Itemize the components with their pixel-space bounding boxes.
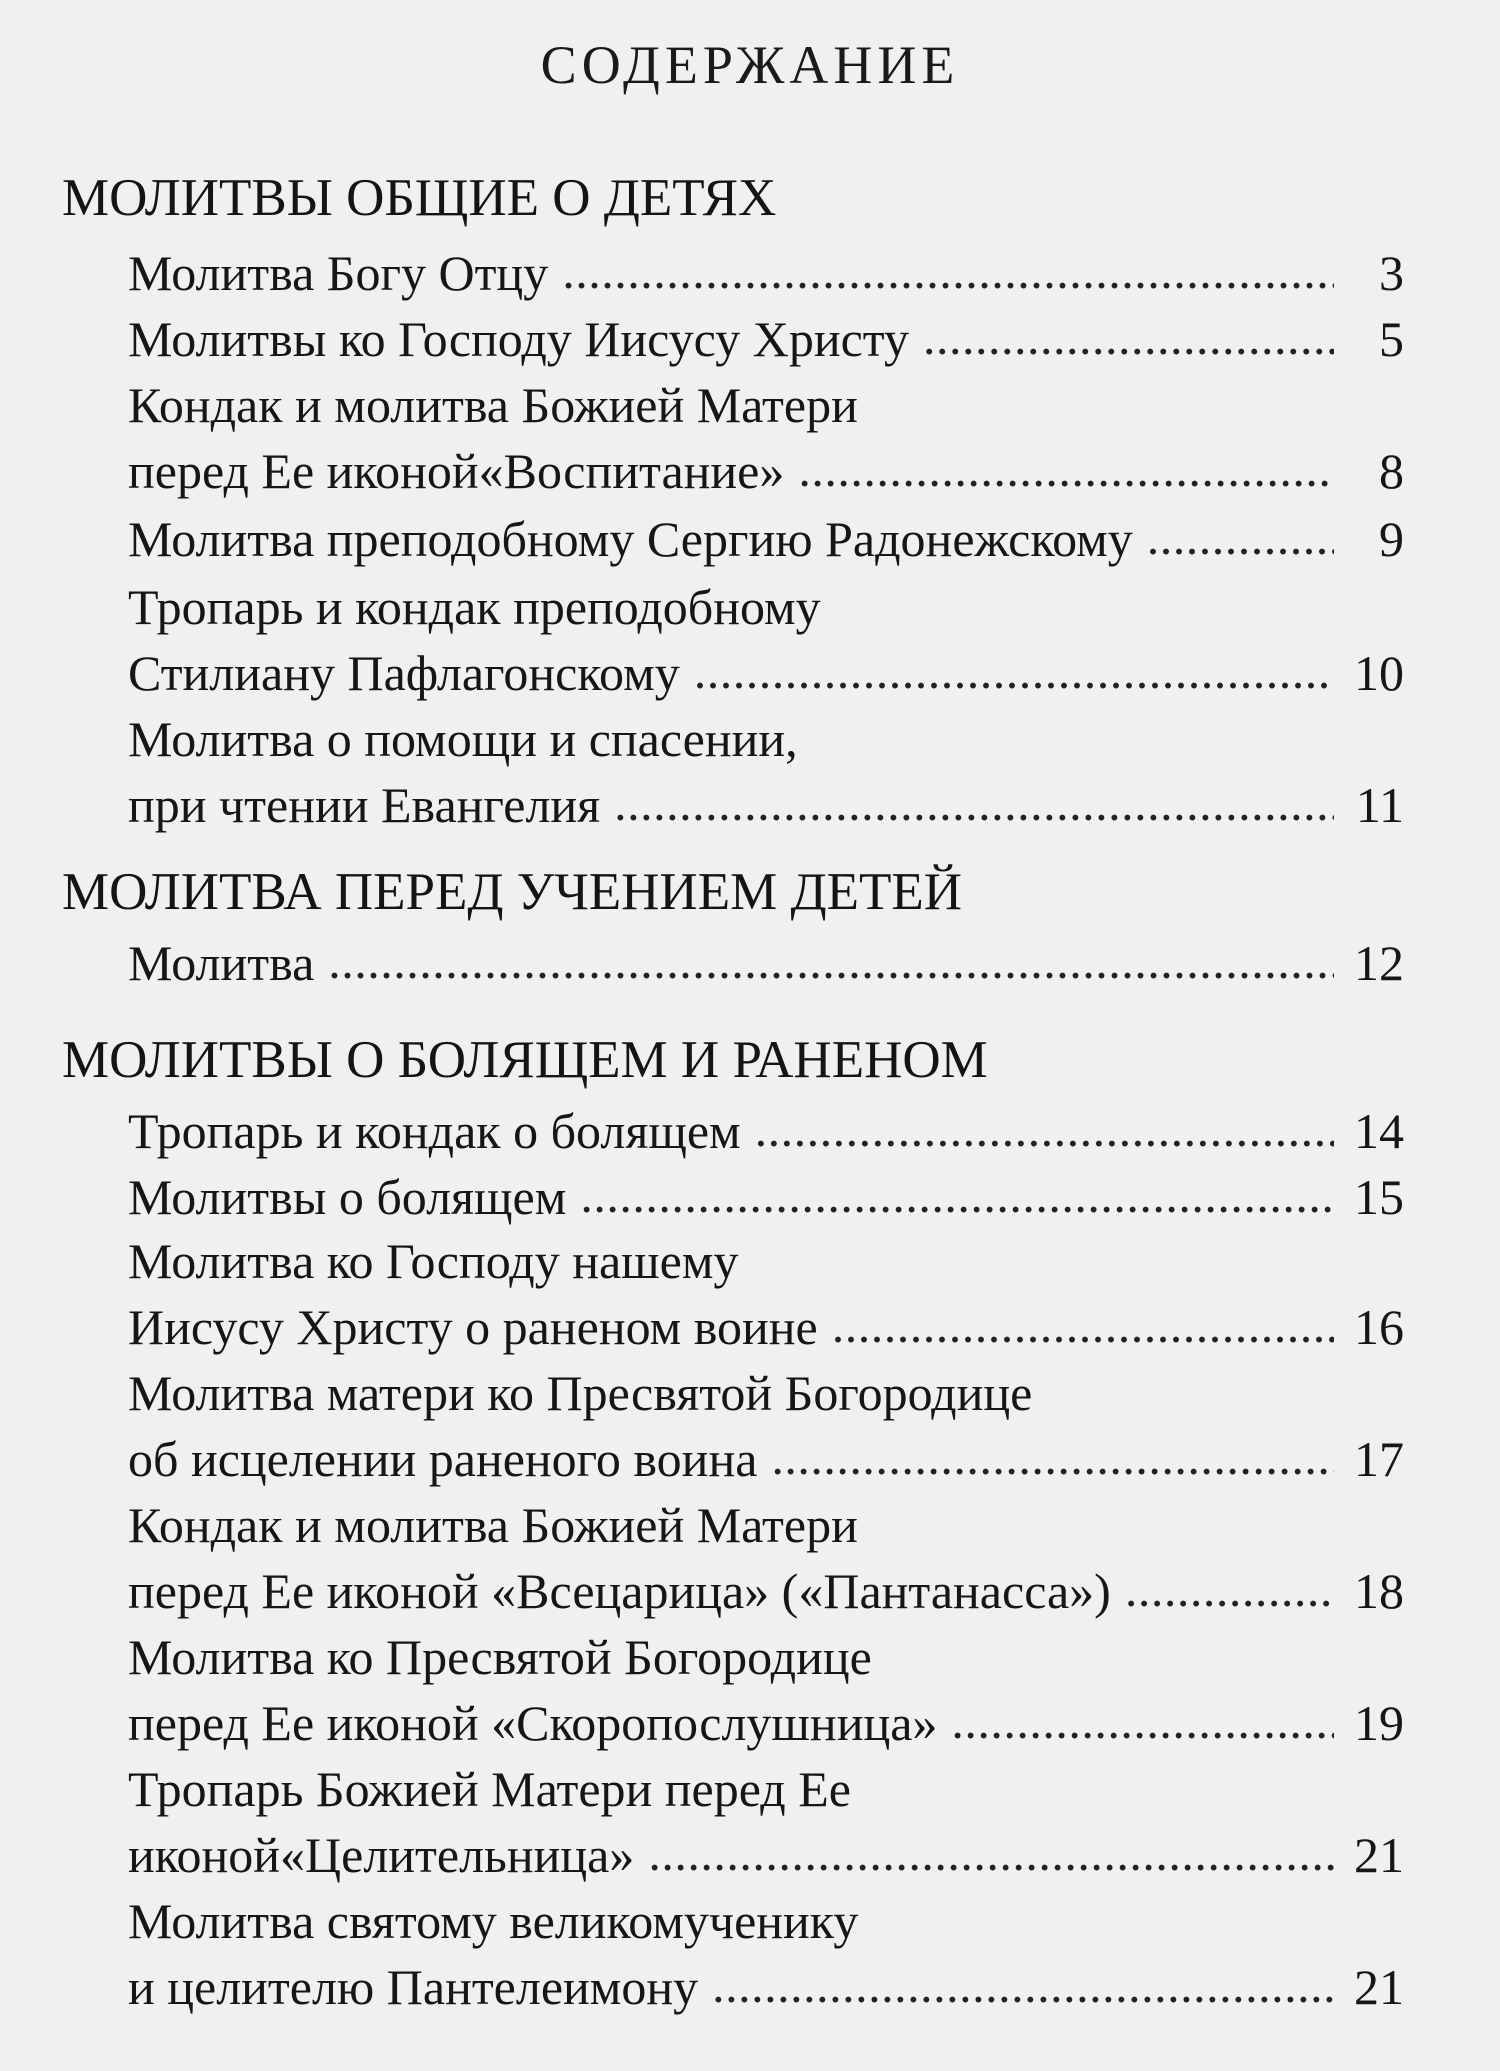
dot-leader bbox=[755, 1096, 1334, 1162]
toc-entry bbox=[128, 1228, 1404, 1360]
dot-leader bbox=[580, 1162, 1334, 1228]
entry-title: иконой«Целительница» bbox=[128, 1827, 635, 1883]
section-heading: МОЛИТВЫ ОБЩИЕ О ДЕТЯХ bbox=[62, 169, 777, 227]
page-title: СОДЕРЖАНИЕ bbox=[540, 35, 960, 95]
entry-title: Молитва Богу Отцу bbox=[128, 245, 549, 301]
entry-title: перед Ее иконой«Воспитание» bbox=[128, 443, 785, 499]
page-number: 5 bbox=[1379, 311, 1404, 367]
entry-title: Тропарь Божией Матери перед Ее bbox=[128, 1761, 851, 1817]
entry-title: об исцелении раненого воина bbox=[128, 1431, 758, 1487]
page-number: 18 bbox=[1354, 1563, 1404, 1619]
toc-entry bbox=[128, 506, 1404, 572]
toc-entry bbox=[128, 706, 1404, 838]
page-number: 16 bbox=[1354, 1299, 1404, 1355]
toc-entry bbox=[128, 306, 1404, 372]
page-number: 17 bbox=[1354, 1431, 1404, 1487]
page-number: 19 bbox=[1354, 1695, 1404, 1751]
entry-title: Молитвы ко Господу Иисусу Христу bbox=[128, 311, 909, 367]
toc-entry bbox=[128, 1492, 1404, 1624]
dot-leader bbox=[712, 1952, 1334, 2018]
page-number: 11 bbox=[1355, 777, 1404, 833]
dot-leader bbox=[1147, 504, 1334, 570]
entry-title: при чтении Евангелия bbox=[128, 777, 601, 833]
entry-title: Молитва преподобному Сергию Радонежскому bbox=[128, 511, 1133, 567]
page-number: 14 bbox=[1354, 1103, 1404, 1159]
dot-leader bbox=[694, 638, 1334, 704]
entry-title: Молитва о помощи и спасении, bbox=[128, 711, 798, 767]
toc-entry bbox=[128, 240, 1404, 306]
entry-title: Тропарь и кондак о болящем bbox=[128, 1103, 741, 1159]
section-heading: МОЛИТВЫ О БОЛЯЩЕМ И РАНЕНОМ bbox=[62, 1031, 988, 1089]
entry-title: перед Ее иконой «Всецарица» («Пантанасса») bbox=[128, 1563, 1111, 1619]
page-number: 3 bbox=[1379, 245, 1404, 301]
entry-title: Молитва ко Господу нашему bbox=[128, 1233, 739, 1289]
dot-leader bbox=[923, 304, 1334, 370]
dot-leader bbox=[614, 770, 1334, 836]
dot-leader bbox=[771, 1424, 1334, 1490]
entry-title: Молитва святому великомученику bbox=[128, 1893, 859, 1949]
dot-leader bbox=[832, 1292, 1334, 1358]
page-number: 21 bbox=[1354, 1959, 1404, 2015]
entry-title: Тропарь и кондак преподобному bbox=[128, 579, 821, 635]
entry-title: Молитва bbox=[128, 935, 315, 991]
entry-title: Стилиану Пафлагонскому bbox=[128, 645, 680, 701]
dot-leader bbox=[328, 928, 1334, 994]
toc-entry bbox=[128, 1624, 1404, 1756]
page-number: 15 bbox=[1354, 1169, 1404, 1225]
dot-leader bbox=[798, 436, 1334, 502]
entry-title: Кондак и молитва Божией Матери bbox=[128, 377, 858, 433]
toc-entry bbox=[128, 372, 1404, 504]
dot-leader bbox=[648, 1820, 1334, 1886]
toc-entry bbox=[128, 1164, 1404, 1230]
toc-entry bbox=[128, 1888, 1404, 2020]
toc-entry bbox=[128, 1098, 1404, 1164]
entry-title: Кондак и молитва Божией Матери bbox=[128, 1497, 858, 1553]
entry-title: и целителю Пантелеимону bbox=[128, 1959, 699, 2015]
page-number: 10 bbox=[1354, 645, 1404, 701]
page-number: 8 bbox=[1379, 443, 1404, 499]
page-number: 12 bbox=[1354, 935, 1404, 991]
entry-title: Иисусу Христу о раненом воине bbox=[128, 1299, 818, 1355]
page-number: 9 bbox=[1379, 511, 1404, 567]
dot-leader bbox=[951, 1688, 1334, 1754]
page-number: 21 bbox=[1354, 1827, 1404, 1883]
toc-entry bbox=[128, 930, 1404, 996]
toc-entry bbox=[128, 1360, 1404, 1492]
dot-leader bbox=[562, 238, 1334, 304]
section-heading: МОЛИТВА ПЕРЕД УЧЕНИЕМ ДЕТЕЙ bbox=[62, 863, 962, 921]
toc-entry bbox=[128, 574, 1404, 706]
toc-entry bbox=[128, 1756, 1404, 1888]
entry-title: Молитвы о болящем bbox=[128, 1169, 567, 1225]
entry-title: перед Ее иконой «Скоропослушница» bbox=[128, 1695, 938, 1751]
entry-title: Молитва ко Пресвятой Богородице bbox=[128, 1629, 872, 1685]
dot-leader bbox=[1125, 1556, 1334, 1622]
entry-title: Молитва матери ко Пресвятой Богородице bbox=[128, 1365, 1033, 1421]
